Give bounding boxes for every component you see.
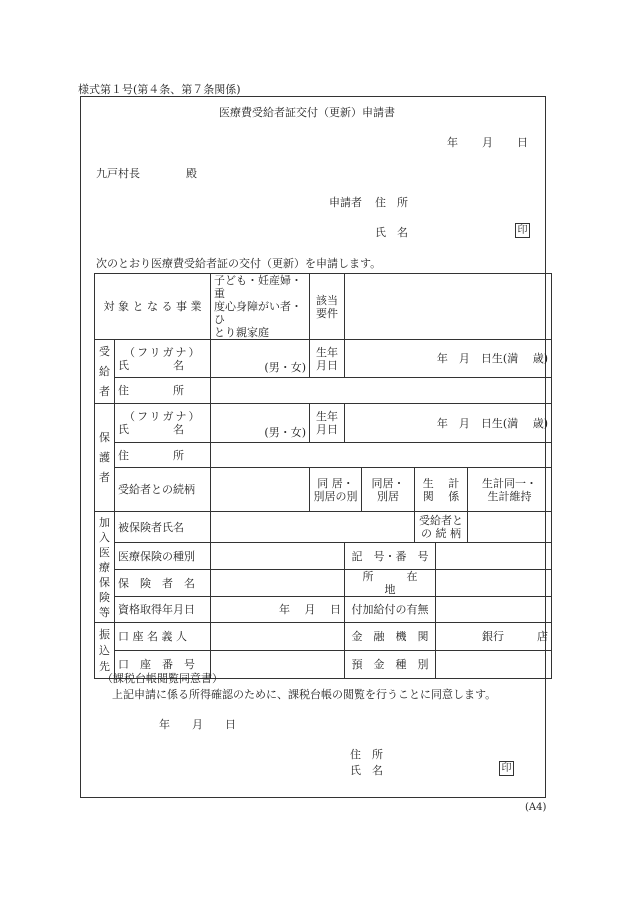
relationship-label: 受給者との続柄 xyxy=(115,468,211,512)
consent-address-label: 住 所 xyxy=(350,748,383,761)
date-day: 日 xyxy=(517,136,528,149)
gender-option[interactable]: (男・女) xyxy=(264,426,307,439)
symbol-number-field[interactable] xyxy=(436,543,552,570)
transfer-section: 振 込 先 xyxy=(95,623,115,679)
addressee-village: 九戸村長 xyxy=(96,167,140,180)
applicant-label: 申請者 xyxy=(329,196,362,209)
guardian-name-label: （フリガナ） 氏 名 xyxy=(115,404,211,443)
guardian-name-field[interactable] xyxy=(211,404,310,443)
paper-size-label: (A4) xyxy=(525,802,547,813)
account-holder-label: 口 座 名 義 人 xyxy=(115,623,211,651)
recipient-name-field[interactable] xyxy=(211,340,310,378)
target-label: 対 象 と な る 事 業 xyxy=(95,274,211,340)
acquisition-date-label: 資格取得年月日 xyxy=(115,597,211,623)
insurer-label: 保 険 者 名 xyxy=(115,570,211,597)
account-number-label: 口 座 番 号 xyxy=(115,651,211,679)
cohabitation-option[interactable]: 同居・ 別居 xyxy=(362,468,415,512)
seal-stamp: 印 xyxy=(515,223,530,238)
applicant-name-label: 氏 名 xyxy=(375,226,408,239)
consent-body: 上記申請に係る所得確認のために、課税台帳の閲覧を行うことに同意します。 xyxy=(112,688,497,701)
consent-name-label: 氏 名 xyxy=(350,764,383,777)
applicable-field[interactable] xyxy=(345,274,552,340)
account-number-field[interactable] xyxy=(211,651,345,679)
target-options: 子ども・妊産婦・重 度心身障がい者・ひ とり親家庭 xyxy=(211,274,310,340)
recipient-birth-label: 生年 月日 xyxy=(310,340,345,378)
symbol-number-label: 記 号・番 号 xyxy=(345,543,436,570)
rel-to-recipient-field[interactable] xyxy=(468,512,552,543)
applicable-label: 該当 要件 xyxy=(310,274,345,340)
gender-option[interactable]: (男・女) xyxy=(264,361,307,374)
acquisition-date-field[interactable]: 年 月 日 xyxy=(211,597,345,623)
page-title: 医療費受給者証交付（更新）申請書 xyxy=(219,106,395,119)
livelihood-label: 生 計 関 係 xyxy=(415,468,468,512)
date-month: 月 xyxy=(482,136,493,149)
recipient-address-label: 住 所 xyxy=(115,378,211,404)
recipient-name-label: （フリガナ） 氏 名 xyxy=(115,340,211,378)
insurer-field[interactable] xyxy=(211,570,345,597)
recipient-address-field[interactable] xyxy=(211,378,552,404)
additional-benefit-field[interactable] xyxy=(436,597,552,623)
form-number: 様式第１号(第４条、第７条関係) xyxy=(78,83,241,96)
livelihood-option[interactable]: 生計同一・ 生計維持 xyxy=(468,468,552,512)
application-table xyxy=(94,273,552,679)
additional-benefit-label: 付加給付の有無 xyxy=(345,597,436,623)
financial-institution-field[interactable]: 銀行 店 xyxy=(436,623,552,651)
insured-name-label: 被保険者氏名 xyxy=(115,512,211,543)
insurance-section: 加 入 医 療 保 険 等 xyxy=(95,512,115,623)
recipient-birth-field[interactable]: 年 月 日生(満 歳) xyxy=(345,340,552,378)
recipient-section: 受 給 者 xyxy=(95,340,115,404)
deposit-type-field[interactable] xyxy=(436,651,552,679)
deposit-type-label: 預 金 種 別 xyxy=(345,651,436,679)
guardian-birth-field[interactable]: 年 月 日生(満 歳) xyxy=(345,404,552,443)
relationship-field[interactable] xyxy=(211,468,310,512)
insured-name-field[interactable] xyxy=(211,512,415,543)
financial-institution-label: 金 融 機 関 xyxy=(345,623,436,651)
location-label: 所 在 地 xyxy=(345,570,436,597)
guardian-address-field[interactable] xyxy=(211,443,552,468)
insurance-type-label: 医療保険の種別 xyxy=(115,543,211,570)
consent-heading: （課税台帳閲覧同意書） xyxy=(102,672,223,685)
guardian-address-label: 住 所 xyxy=(115,443,211,468)
insurance-type-field[interactable] xyxy=(211,543,345,570)
account-holder-field[interactable] xyxy=(211,623,345,651)
consent-seal-stamp: 印 xyxy=(499,761,514,776)
addressee-honorific: 殿 xyxy=(186,167,197,180)
guardian-section: 保 護 者 xyxy=(95,404,115,512)
consent-date: 年 月 日 xyxy=(159,718,236,731)
applicant-address-label: 住 所 xyxy=(375,196,408,209)
guardian-birth-label: 生年 月日 xyxy=(310,404,345,443)
intro-text: 次のとおり医療費受給者証の交付（更新）を申請します。 xyxy=(96,257,382,270)
rel-to-recipient-label: 受給者と の 続 柄 xyxy=(415,512,468,543)
cohabitation-label: 同 居・ 別居の別 xyxy=(310,468,362,512)
location-field[interactable] xyxy=(436,570,552,597)
date-year: 年 xyxy=(447,136,458,149)
